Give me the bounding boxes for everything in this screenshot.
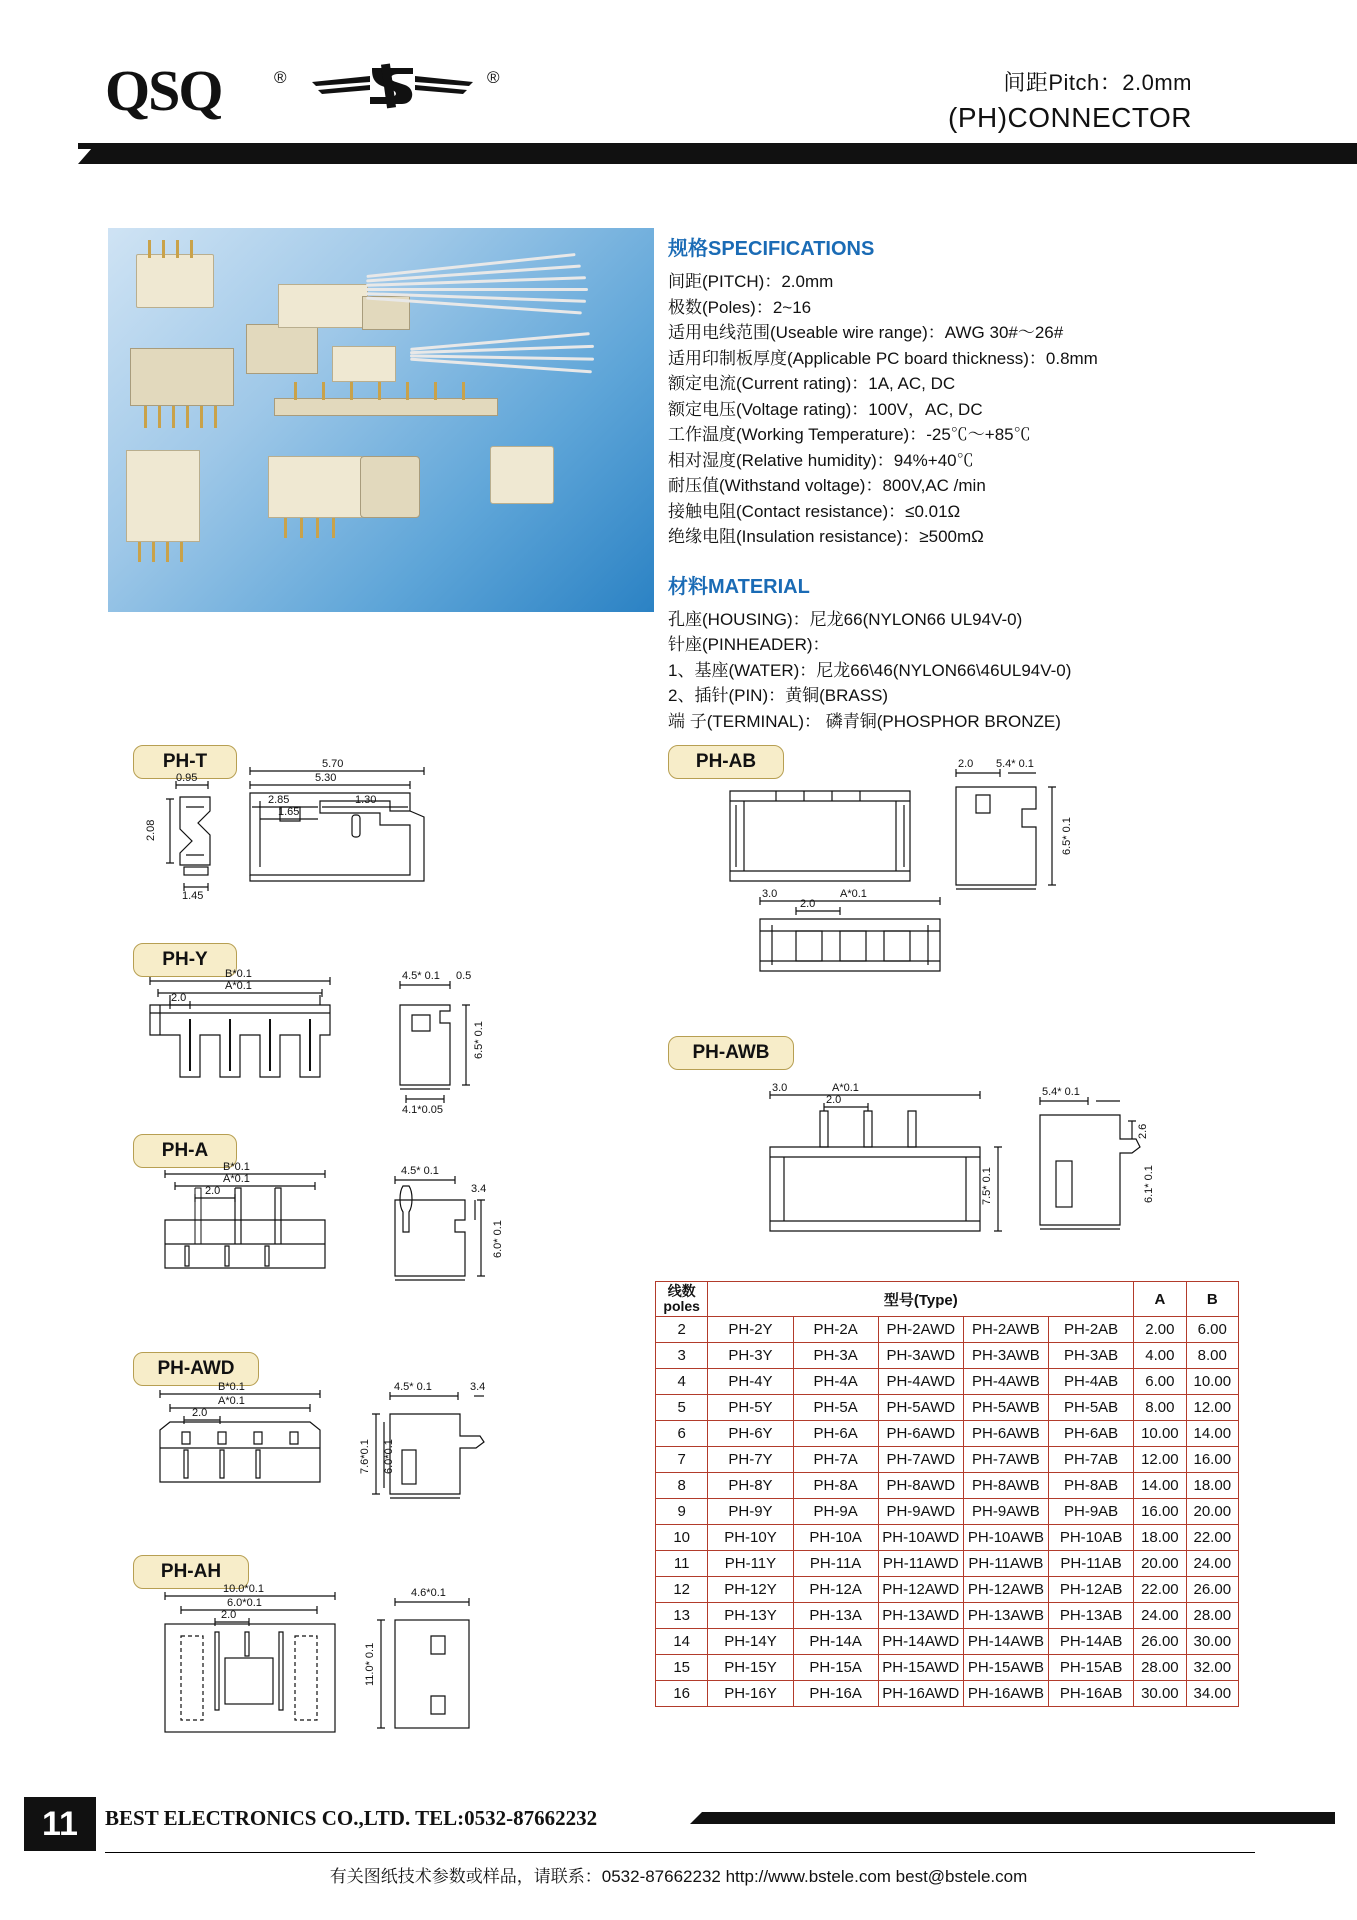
cell-type-y: PH-15Y: [708, 1655, 793, 1681]
specifications-heading: 规格SPECIFICATIONS: [668, 238, 875, 260]
cell-b: 12.00: [1186, 1395, 1238, 1421]
spec-wire-range: 适用电线范围(Useable wire range)：AWG 30#～26#: [668, 323, 1064, 342]
svg-text:1.45: 1.45: [182, 890, 204, 902]
header-poles-en: poles: [663, 1298, 700, 1314]
drawing-ph-ah: [145, 1580, 525, 1745]
drawing-ph-awd: [140, 1378, 530, 1528]
svg-text:3.4: 3.4: [471, 1183, 487, 1195]
svg-text:2.0: 2.0: [192, 1407, 208, 1419]
cell-type-a: PH-13A: [793, 1603, 878, 1629]
svg-text:4.5* 0.1: 4.5* 0.1: [394, 1381, 432, 1393]
cell-poles: 14: [656, 1629, 708, 1655]
cell-type-ab: PH-14AB: [1049, 1629, 1134, 1655]
svg-text:B*0.1: B*0.1: [218, 1381, 245, 1393]
cell-type-ab: PH-2AB: [1049, 1317, 1134, 1343]
cell-a: 14.00: [1134, 1473, 1186, 1499]
spec-pitch: 间距(PITCH)：2.0mm: [668, 272, 834, 291]
cell-b: 34.00: [1186, 1681, 1238, 1707]
cell-type-awd: PH-12AWD: [878, 1577, 963, 1603]
cell-type-a: PH-11A: [793, 1551, 878, 1577]
cell-type-awd: PH-6AWD: [878, 1421, 963, 1447]
cell-b: 30.00: [1186, 1629, 1238, 1655]
cell-type-awb: PH-13AWB: [963, 1603, 1048, 1629]
cell-type-y: PH-3Y: [708, 1343, 793, 1369]
svg-text:A*0.1: A*0.1: [223, 1173, 250, 1185]
svg-text:10.0*0.1: 10.0*0.1: [223, 1583, 264, 1595]
drawing-label-ph-ab: PH-AB: [668, 745, 784, 779]
cell-type-a: PH-6A: [793, 1421, 878, 1447]
cell-type-y: PH-10Y: [708, 1525, 793, 1551]
cell-type-awb: PH-5AWB: [963, 1395, 1048, 1421]
cell-type-awb: PH-4AWB: [963, 1369, 1048, 1395]
svg-text:3.4: 3.4: [470, 1381, 486, 1393]
table-row: [656, 1681, 1239, 1707]
svg-text:5.30: 5.30: [315, 772, 337, 784]
table-body: [656, 1317, 1239, 1707]
cell-b: 24.00: [1186, 1551, 1238, 1577]
cell-poles: 16: [656, 1681, 708, 1707]
svg-text:7.6*0.1: 7.6*0.1: [359, 1439, 371, 1474]
svg-text:2.08: 2.08: [145, 819, 157, 841]
drawing-ph-y: [130, 965, 510, 1125]
spec-withstand-voltage: 耐压值(Withstand voltage)：800V,AC /min: [668, 476, 986, 495]
cell-type-ab: PH-5AB: [1049, 1395, 1134, 1421]
cell-b: 22.00: [1186, 1525, 1238, 1551]
cell-type-ab: PH-12AB: [1049, 1577, 1134, 1603]
header-pitch: 间距Pitch：2.0mm: [1003, 70, 1192, 95]
svg-text:1.65: 1.65: [278, 806, 300, 818]
page-header: [0, 0, 1357, 165]
table-row: [656, 1421, 1239, 1447]
svg-text:2.0: 2.0: [958, 758, 974, 770]
page-number-badge: 11: [24, 1797, 96, 1851]
cell-a: 6.00: [1134, 1369, 1186, 1395]
cell-type-awb: PH-15AWB: [963, 1655, 1048, 1681]
svg-text:5.70: 5.70: [322, 758, 344, 770]
table-row: [656, 1447, 1239, 1473]
cell-type-ab: PH-16AB: [1049, 1681, 1134, 1707]
cell-type-a: PH-4A: [793, 1369, 878, 1395]
cell-b: 6.00: [1186, 1317, 1238, 1343]
company-line: BEST ELECTRONICS CO.,LTD. TEL:0532-87662232: [105, 1806, 598, 1830]
product-photo: [108, 228, 654, 612]
svg-text:6.0*0.1: 6.0*0.1: [227, 1597, 262, 1609]
spec-contact-resistance: 接触电阻(Contact resistance)：≤0.01Ω: [668, 501, 961, 521]
spec-insulation-resistance: 绝缘电阻(Insulation resistance)：≥500mΩ: [668, 527, 984, 546]
type-table: [655, 1281, 1239, 1707]
cell-type-a: PH-15A: [793, 1655, 878, 1681]
cell-a: 8.00: [1134, 1395, 1186, 1421]
header-b: B: [1186, 1282, 1238, 1317]
drawing-ph-awb: [740, 1075, 1160, 1255]
cell-poles: 3: [656, 1343, 708, 1369]
svg-text:4.6*0.1: 4.6*0.1: [411, 1587, 446, 1599]
drawing-ph-ab: [700, 755, 1130, 985]
cell-type-a: PH-8A: [793, 1473, 878, 1499]
cell-poles: 15: [656, 1655, 708, 1681]
svg-text:A*0.1: A*0.1: [225, 980, 252, 992]
svg-text:2.0: 2.0: [171, 992, 187, 1004]
cell-type-a: PH-2A: [793, 1317, 878, 1343]
cell-type-ab: PH-9AB: [1049, 1499, 1134, 1525]
cell-type-a: PH-9A: [793, 1499, 878, 1525]
cell-b: 32.00: [1186, 1655, 1238, 1681]
cell-type-awb: PH-2AWB: [963, 1317, 1048, 1343]
cell-type-ab: PH-7AB: [1049, 1447, 1134, 1473]
material-water: 1、基座(WATER)：尼龙66\46(NYLON66\46UL94V-0): [668, 660, 1072, 680]
cell-type-y: PH-9Y: [708, 1499, 793, 1525]
table-row: [656, 1343, 1239, 1369]
cell-a: 10.00: [1134, 1421, 1186, 1447]
cell-b: 14.00: [1186, 1421, 1238, 1447]
header-a: A: [1134, 1282, 1186, 1317]
cell-type-awd: PH-13AWD: [878, 1603, 963, 1629]
cell-a: 18.00: [1134, 1525, 1186, 1551]
material-pinheader: 针座(PINHEADER)：: [668, 635, 830, 654]
cell-a: 30.00: [1134, 1681, 1186, 1707]
cell-type-a: PH-5A: [793, 1395, 878, 1421]
cell-type-awb: PH-9AWB: [963, 1499, 1048, 1525]
cell-poles: 6: [656, 1421, 708, 1447]
svg-text:2.0: 2.0: [800, 898, 816, 910]
cell-type-ab: PH-13AB: [1049, 1603, 1134, 1629]
header-type: 型号(Type): [708, 1282, 1134, 1317]
cell-b: 10.00: [1186, 1369, 1238, 1395]
cell-type-y: PH-8Y: [708, 1473, 793, 1499]
drawing-ph-t: [140, 755, 500, 925]
svg-text:2.6: 2.6: [1137, 1123, 1149, 1139]
cell-type-y: PH-13Y: [708, 1603, 793, 1629]
cell-b: 26.00: [1186, 1577, 1238, 1603]
header-poles-cn: 线数: [667, 1283, 696, 1299]
cell-type-y: PH-6Y: [708, 1421, 793, 1447]
page-title: (PH)CONNECTOR: [948, 102, 1192, 133]
cell-type-awd: PH-8AWD: [878, 1473, 963, 1499]
svg-text:7.5* 0.1: 7.5* 0.1: [981, 1167, 993, 1205]
table-row: [656, 1577, 1239, 1603]
cell-poles: 13: [656, 1603, 708, 1629]
cell-type-awb: PH-7AWB: [963, 1447, 1048, 1473]
cell-poles: 9: [656, 1499, 708, 1525]
cell-type-awd: PH-10AWD: [878, 1525, 963, 1551]
drawing-label-ph-ah: PH-AH: [133, 1555, 249, 1589]
table-row: [656, 1629, 1239, 1655]
ts-wing-logo: [310, 62, 475, 112]
cell-type-ab: PH-10AB: [1049, 1525, 1134, 1551]
svg-text:4.1*0.05: 4.1*0.05: [402, 1104, 443, 1116]
svg-text:2.0: 2.0: [826, 1094, 842, 1106]
cell-type-awb: PH-16AWB: [963, 1681, 1048, 1707]
svg-text:0.5: 0.5: [456, 970, 472, 982]
drawing-label-ph-awd: PH-AWD: [133, 1352, 259, 1386]
svg-text:2.85: 2.85: [268, 794, 290, 806]
registered-mark-1: ®: [274, 68, 287, 87]
cell-a: 22.00: [1134, 1577, 1186, 1603]
header-title-block: [948, 66, 1192, 134]
svg-text:0.95: 0.95: [176, 772, 198, 784]
svg-text:5.4* 0.1: 5.4* 0.1: [1042, 1086, 1080, 1098]
cell-type-y: PH-11Y: [708, 1551, 793, 1577]
table-row: [656, 1655, 1239, 1681]
svg-text:5.4* 0.1: 5.4* 0.1: [996, 758, 1034, 770]
drawing-label-ph-awb: PH-AWB: [668, 1036, 794, 1070]
cell-type-awb: PH-10AWB: [963, 1525, 1048, 1551]
cell-type-awd: PH-11AWD: [878, 1551, 963, 1577]
svg-text:3.0: 3.0: [762, 888, 778, 900]
svg-text:2.0: 2.0: [221, 1609, 237, 1621]
svg-text:B*0.1: B*0.1: [225, 968, 252, 980]
cell-b: 8.00: [1186, 1343, 1238, 1369]
svg-text:A*0.1: A*0.1: [840, 888, 867, 900]
footer-rule-thick: [690, 1812, 1335, 1824]
svg-text:4.5* 0.1: 4.5* 0.1: [402, 970, 440, 982]
svg-text:6.1* 0.1: 6.1* 0.1: [1143, 1165, 1155, 1203]
material-housing: 孔座(HOUSING)：尼龙66(NYLON66 UL94V-0): [668, 609, 1023, 629]
cell-a: 28.00: [1134, 1655, 1186, 1681]
cell-type-ab: PH-6AB: [1049, 1421, 1134, 1447]
table-row: [656, 1395, 1239, 1421]
spec-voltage-rating: 额定电压(Voltage rating)：100V，AC, DC: [668, 399, 983, 419]
type-table-wrapper: [655, 1281, 1239, 1707]
cell-a: 26.00: [1134, 1629, 1186, 1655]
spec-current-rating: 额定电流(Current rating)：1A, AC, DC: [668, 374, 956, 393]
cell-type-y: PH-14Y: [708, 1629, 793, 1655]
spec-pcb-thickness: 适用印制板厚度(Applicable PC board thickness)：0.8mm: [668, 348, 1098, 368]
cell-type-y: PH-7Y: [708, 1447, 793, 1473]
cell-type-awd: PH-4AWD: [878, 1369, 963, 1395]
cell-type-awb: PH-8AWB: [963, 1473, 1048, 1499]
cell-type-ab: PH-8AB: [1049, 1473, 1134, 1499]
cell-type-y: PH-4Y: [708, 1369, 793, 1395]
cell-poles: 4: [656, 1369, 708, 1395]
header-poles: [656, 1282, 708, 1317]
cell-a: 2.00: [1134, 1317, 1186, 1343]
cell-type-y: PH-5Y: [708, 1395, 793, 1421]
registered-mark-2: ®: [487, 68, 500, 87]
cell-type-awd: PH-2AWD: [878, 1317, 963, 1343]
svg-text:6.5* 0.1: 6.5* 0.1: [1061, 817, 1073, 855]
cell-type-a: PH-7A: [793, 1447, 878, 1473]
svg-text:1.30: 1.30: [355, 794, 377, 806]
cell-type-ab: PH-11AB: [1049, 1551, 1134, 1577]
cell-type-awb: PH-12AWB: [963, 1577, 1048, 1603]
table-header-row: [656, 1282, 1239, 1317]
table-row: [656, 1551, 1239, 1577]
cell-b: 28.00: [1186, 1603, 1238, 1629]
svg-text:A*0.1: A*0.1: [218, 1395, 245, 1407]
cell-a: 16.00: [1134, 1499, 1186, 1525]
cell-type-awd: PH-7AWD: [878, 1447, 963, 1473]
spec-poles: 极数(Poles)：2~16: [668, 297, 812, 317]
material-terminal: 端 子(TERMINAL)： 磷青铜(PHOSPHOR BRONZE): [668, 711, 1061, 731]
svg-text:2.0: 2.0: [205, 1185, 221, 1197]
cell-poles: 8: [656, 1473, 708, 1499]
table-row: [656, 1499, 1239, 1525]
drawing-label-ph-y: PH-Y: [133, 943, 237, 977]
svg-text:4.5* 0.1: 4.5* 0.1: [401, 1165, 439, 1177]
cell-a: 20.00: [1134, 1551, 1186, 1577]
svg-text:6.5* 0.1: 6.5* 0.1: [473, 1021, 485, 1059]
cell-type-a: PH-12A: [793, 1577, 878, 1603]
cell-type-awd: PH-15AWD: [878, 1655, 963, 1681]
cell-poles: 11: [656, 1551, 708, 1577]
header-rule-thick: [78, 148, 1357, 164]
cell-type-awb: PH-3AWB: [963, 1343, 1048, 1369]
material-heading: 材料MATERIAL: [668, 575, 810, 598]
table-row: [656, 1525, 1239, 1551]
spec-working-temperature: 工作温度(Working Temperature)：-25℃～+85℃: [668, 425, 1031, 444]
table-row: [656, 1369, 1239, 1395]
svg-text:6.0*0.1: 6.0*0.1: [383, 1439, 395, 1474]
cell-type-awb: PH-14AWB: [963, 1629, 1048, 1655]
cell-type-awd: PH-14AWD: [878, 1629, 963, 1655]
footer-divider: [105, 1852, 1255, 1853]
cell-poles: 7: [656, 1447, 708, 1473]
specifications-block: [668, 232, 1268, 734]
svg-text:3.0: 3.0: [772, 1082, 788, 1094]
table-row: [656, 1473, 1239, 1499]
cell-type-awd: PH-5AWD: [878, 1395, 963, 1421]
drawing-label-ph-a: PH-A: [133, 1134, 237, 1168]
cell-type-awb: PH-6AWB: [963, 1421, 1048, 1447]
cell-type-a: PH-10A: [793, 1525, 878, 1551]
cell-type-a: PH-14A: [793, 1629, 878, 1655]
table-row: [656, 1317, 1239, 1343]
cell-type-y: PH-16Y: [708, 1681, 793, 1707]
contact-line: 有关图纸技术参数或样品，请联系：0532-87662232 http://www.bstele.com best@bstele.com: [329, 1867, 1028, 1886]
spec-relative-humidity: 相对湿度(Relative humidity)：94%+40℃: [668, 450, 974, 470]
cell-b: 18.00: [1186, 1473, 1238, 1499]
svg-text:B*0.1: B*0.1: [223, 1161, 250, 1173]
drawing-label-ph-t: PH-T: [133, 745, 237, 779]
material-pin: 2、插针(PIN)：黄铜(BRASS): [668, 686, 889, 705]
cell-type-ab: PH-15AB: [1049, 1655, 1134, 1681]
svg-text:6.0* 0.1: 6.0* 0.1: [492, 1220, 504, 1258]
cell-poles: 5: [656, 1395, 708, 1421]
svg-text:11.0* 0.1: 11.0* 0.1: [364, 1642, 376, 1686]
cell-type-ab: PH-3AB: [1049, 1343, 1134, 1369]
cell-type-a: PH-16A: [793, 1681, 878, 1707]
table-row: [656, 1603, 1239, 1629]
svg-text:A*0.1: A*0.1: [832, 1082, 859, 1094]
cell-type-awb: PH-11AWB: [963, 1551, 1048, 1577]
cell-type-awd: PH-3AWD: [878, 1343, 963, 1369]
cell-type-awd: PH-9AWD: [878, 1499, 963, 1525]
cell-type-ab: PH-4AB: [1049, 1369, 1134, 1395]
cell-poles: 2: [656, 1317, 708, 1343]
cell-poles: 12: [656, 1577, 708, 1603]
cell-type-awd: PH-16AWD: [878, 1681, 963, 1707]
cell-poles: 10: [656, 1525, 708, 1551]
brand-logo-qsq: QSQ: [105, 58, 222, 123]
cell-type-y: PH-12Y: [708, 1577, 793, 1603]
cell-a: 4.00: [1134, 1343, 1186, 1369]
cell-b: 20.00: [1186, 1499, 1238, 1525]
cell-type-y: PH-2Y: [708, 1317, 793, 1343]
cell-a: 24.00: [1134, 1603, 1186, 1629]
cell-b: 16.00: [1186, 1447, 1238, 1473]
cell-a: 12.00: [1134, 1447, 1186, 1473]
cell-type-a: PH-3A: [793, 1343, 878, 1369]
drawing-ph-a: [145, 1158, 525, 1308]
